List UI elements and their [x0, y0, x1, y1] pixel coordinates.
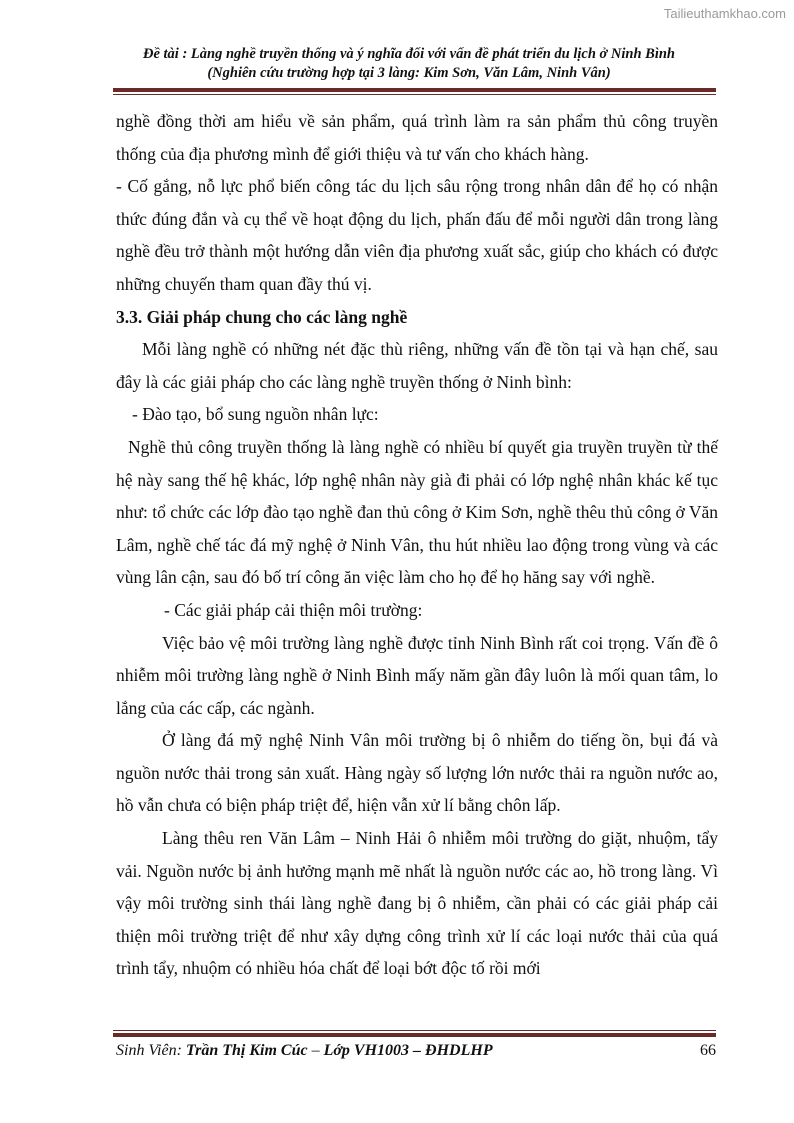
paragraph: Làng thêu ren Văn Lâm – Ninh Hải ô nhiễm môi trường do giặt, nhuộm, tẩy vải. Nguồn nước bị ảnh hưởng mạnh mẽ nhất là nguồn nước các ao, hồ trong làng. Vì vậy môi trường sinh thái làng nghề đang bị ô nhiễm, cần phải có các giải pháp cải thiện môi trường triệt để như xây dựng công trình xử lí các loại nước thải của quá trình tẩy, nhuộm có nhiều hóa chất để loại bớt độc tố rồi mới [116, 828, 718, 979]
list-item: - Các giải pháp cải thiện môi trường: [164, 599, 423, 620]
footer-separator: – [307, 1042, 324, 1059]
page-number: 66 [700, 1042, 716, 1059]
header-topic: Đề tài : Làng nghề truyền thống và ý nghĩa đối với vấn đề phát triển du lịch ở Ninh Bình [143, 46, 675, 62]
header-subtitle: (Nghiên cứu trường hợp tại 3 làng: Kim Sơn, Văn Lâm, Ninh Vân) [207, 65, 611, 81]
watermark: Tailieuthamkhao.com [663, 6, 786, 21]
footer-rule-thin [113, 1030, 716, 1031]
page-footer [116, 1042, 716, 1060]
header-rule-thin [113, 94, 716, 95]
header-rule [113, 88, 716, 92]
list-item: - Đào tạo, bổ sung nguồn nhân lực: [132, 404, 379, 425]
paragraph: Nghề thủ công truyền thống là làng nghề có nhiều bí quyết gia truyền truyền từ thế hệ này sang thế hệ khác, lớp nghệ nhân này già đi phải có lớp nghệ nhân khác kế tục như: tổ chức các lớp đào tạo nghề đan thủ công ở Kim Sơn, nghề thêu thủ công ở Văn Lâm, nghề chế tác đá mỹ nghệ ở Ninh Vân, thu hút nhiều lao động trong vùng và các vùng lân cận, sau đó bố trí công ăn việc làm cho họ để họ hăng say với nghề. [116, 436, 718, 588]
paragraph: nghề đồng thời am hiểu về sản phẩm, quá trình làm ra sản phẩm thủ công truyền thống của địa phương mình để giới thiệu và tư vấn cho khách hàng. [116, 111, 718, 164]
student-name: Trần Thị Kim Cúc [185, 1042, 308, 1059]
paragraph: Việc bảo vệ môi trường làng nghề được tỉnh Ninh Bình rất coi trọng. Vấn đề ô nhiễm môi trường làng nghề ở Ninh Bình mấy năm gần đây luôn là mối quan tâm, lo lắng của các cấp, các ngành. [116, 632, 718, 718]
page-header [100, 45, 718, 83]
footer-rule [113, 1033, 716, 1037]
section-heading: 3.3. Giải pháp chung cho các làng nghề [116, 306, 408, 327]
paragraph: - Cố gắng, nỗ lực phổ biến công tác du lịch sâu rộng trong nhân dân để họ có nhận thức đúng đắn và cụ thể về hoạt động du lịch, phấn đấu để mỗi người dân trong làng nghề đều trở thành một hướng dẫn viên địa phương xuất sắc, giúp cho khách có được những chuyến tham quan đầy thú vị. [116, 176, 718, 294]
paragraph: Mỗi làng nghề có những nét đặc thù riêng, những vấn đề tồn tại và hạn chế, sau đây là các giải pháp cho các làng nghề truyền thống ở Ninh bình: [116, 339, 718, 392]
page-body [116, 105, 718, 985]
footer-label: Sinh Viên: [116, 1042, 186, 1059]
class-info: Lớp VH1003 – ĐHDLHP [323, 1042, 493, 1059]
paragraph: Ở làng đá mỹ nghệ Ninh Vân môi trường bị ô nhiễm do tiếng ồn, bụi đá và nguồn nước thải trong sản xuất. Hàng ngày số lượng lớn nước thải ra nguồn nước ao, hồ vẫn chưa có biện pháp triệt để, hiện vẫn xử lí bằng chôn lấp. [116, 730, 718, 816]
